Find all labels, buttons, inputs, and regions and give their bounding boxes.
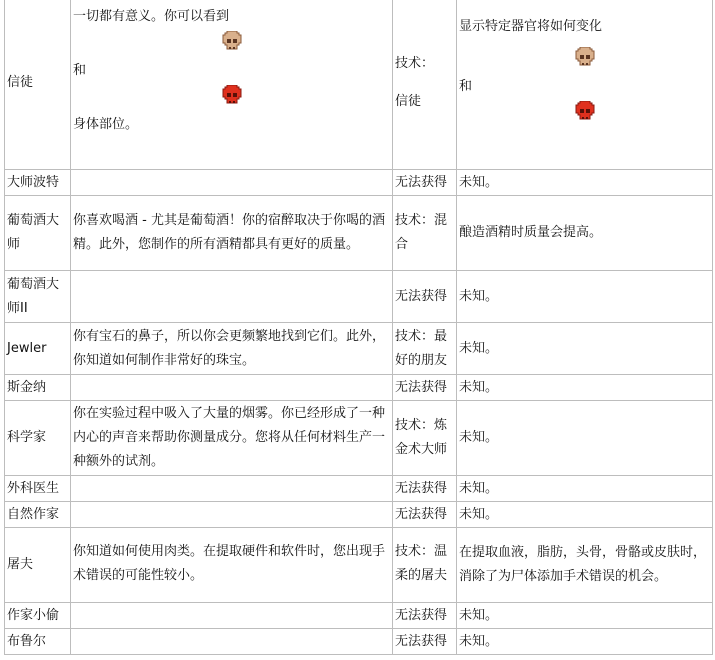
table-row <box>5 502 713 528</box>
perk-description <box>71 271 393 323</box>
unlock-method: 无法获得 <box>393 502 457 528</box>
perk-description <box>71 603 393 629</box>
perk-effect: 未知。 <box>457 502 713 528</box>
perk-effect: 未知。 <box>457 476 713 502</box>
unlock-method: 无法获得 <box>393 170 457 196</box>
table-row <box>5 401 713 476</box>
perk-name: 大师波特 <box>5 170 71 196</box>
perk-description: 你有宝石的鼻子，所以你会更频繁地找到它们。此外，你知道如何制作非常好的珠宝。 <box>71 323 393 375</box>
unlock-method <box>393 0 457 170</box>
perk-description <box>71 375 393 401</box>
blood-skull-icon <box>459 99 710 129</box>
table-row <box>5 323 713 375</box>
unlock-method: 无法获得 <box>393 476 457 502</box>
table-row <box>5 170 713 196</box>
perk-effect: 未知。 <box>457 170 713 196</box>
perk-name: 葡萄酒大师II <box>5 271 71 323</box>
perk-name: 屠夫 <box>5 528 71 603</box>
blood-skull-icon <box>73 83 390 113</box>
table-row <box>5 528 713 603</box>
unlock-method: 技术：炼金术大师 <box>393 401 457 476</box>
perk-name: Jewler <box>5 323 71 375</box>
bone-skull-icon <box>73 29 390 59</box>
perk-description: 你知道如何使用肉类。在提取硬件和软件时，您出现手术错误的可能性较小。 <box>71 528 393 603</box>
perk-name: 科学家 <box>5 401 71 476</box>
table-row <box>5 271 713 323</box>
table-row <box>5 629 713 655</box>
perk-effect: 在提取血液，脂肪，头骨，骨骼或皮肤时，消除了为尸体添加手术错误的机会。 <box>457 528 713 603</box>
perk-table <box>4 0 713 655</box>
unlock-method: 无法获得 <box>393 629 457 655</box>
perk-description <box>71 0 393 170</box>
perk-description <box>71 629 393 655</box>
unlock-method: 无法获得 <box>393 603 457 629</box>
perk-name: 斯金纳 <box>5 375 71 401</box>
perk-description <box>71 476 393 502</box>
perk-name: 信徒 <box>5 0 71 170</box>
table-row <box>5 0 713 170</box>
perk-effect <box>457 0 713 170</box>
perk-effect: 未知。 <box>457 401 713 476</box>
table-row <box>5 603 713 629</box>
unlock-method: 无法获得 <box>393 271 457 323</box>
perk-name: 布鲁尔 <box>5 629 71 655</box>
table-row <box>5 476 713 502</box>
bone-skull-icon <box>459 45 710 75</box>
unlock-line: 技术： <box>395 56 435 71</box>
unlock-method: 技术：温柔的屠夫 <box>393 528 457 603</box>
perk-effect: 酿造酒精时质量会提高。 <box>457 196 713 271</box>
table-row <box>5 375 713 401</box>
perk-effect: 未知。 <box>457 323 713 375</box>
description-line: 一切都有意义。你可以看到 <box>73 9 230 24</box>
perk-effect: 未知。 <box>457 375 713 401</box>
perk-description <box>71 170 393 196</box>
unlock-method: 技术：最好的朋友 <box>393 323 457 375</box>
table-row <box>5 196 713 271</box>
perk-description <box>71 502 393 528</box>
perk-name: 自然作家 <box>5 502 71 528</box>
unlock-method: 技术：混合 <box>393 196 457 271</box>
effect-line: 显示特定器官将如何变化 <box>459 19 603 34</box>
perk-effect: 未知。 <box>457 271 713 323</box>
description-line: 身体部位。 <box>73 117 139 132</box>
unlock-line: 信徒 <box>395 94 422 109</box>
unlock-method: 无法获得 <box>393 375 457 401</box>
perk-name: 外科医生 <box>5 476 71 502</box>
description-connector: 和 <box>73 63 87 78</box>
perk-name: 作家小偷 <box>5 603 71 629</box>
effect-connector: 和 <box>459 79 473 94</box>
perk-effect: 未知。 <box>457 629 713 655</box>
perk-description: 你在实验过程中吸入了大量的烟雾。你已经形成了一种内心的声音来帮助你测量成分。您将从任何材料生产一种额外的试剂。 <box>71 401 393 476</box>
perk-description: 你喜欢喝酒 - 尤其是葡萄酒！你的宿醉取决于你喝的酒精。此外，您制作的所有酒精都具有更好的质量。 <box>71 196 393 271</box>
perk-effect: 未知。 <box>457 603 713 629</box>
perk-name: 葡萄酒大师 <box>5 196 71 271</box>
